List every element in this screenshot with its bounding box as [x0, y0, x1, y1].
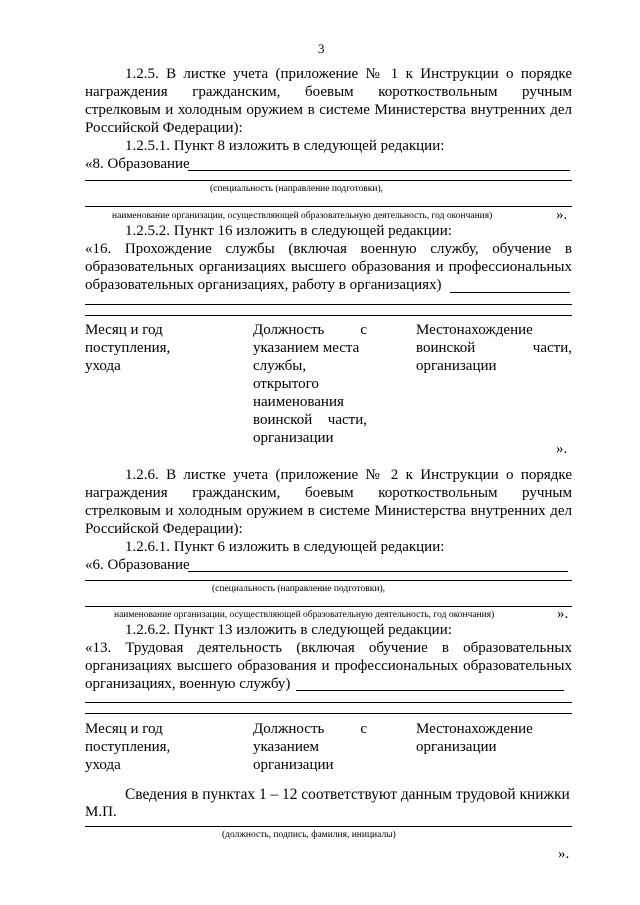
table-col3-line-3: организации — [416, 358, 497, 374]
table-col2-line-7: организации — [253, 430, 334, 446]
table-col2-line-6: воинской части, — [253, 412, 367, 428]
education-label-6: «6. Образование — [85, 557, 190, 573]
sec125-para-line-4: Российской Федерации): — [85, 120, 243, 136]
table-col2-line-4: открытого — [253, 376, 319, 392]
table-col3-line-1: Местонахождение — [416, 322, 533, 338]
item-1252-heading: 1.2.5.2. Пункт 16 изложить в следующей редакции: — [125, 223, 452, 239]
sec126-para-line-3: стрелковым и холодным оружием в системе Министерства внутренних дел — [85, 503, 572, 519]
table-col1-line-3: ухода — [85, 358, 121, 374]
specialty-line — [85, 180, 572, 181]
work-table-col3-line-1: Местонахождение — [416, 721, 533, 737]
service-line-2: образовательных организациях высшего образования и профессиональных — [85, 259, 572, 275]
organization-caption-2: наименование организации, осуществляющей образовательную деятельность, год окончания) — [114, 610, 495, 620]
table-col1-line-2: поступления, — [85, 340, 171, 356]
service-blank-line-1 — [85, 304, 572, 305]
service-fill-line — [450, 292, 570, 293]
specialty-caption: (специальность (направление подготовки), — [210, 184, 384, 194]
close-quote-2: ». — [557, 606, 569, 622]
table-col2-line-2: указанием места — [253, 340, 360, 356]
work-table-col2-line-2: указанием — [253, 739, 320, 755]
work-blank-line-2 — [85, 713, 572, 714]
work-table-col2-line-3: организации — [253, 757, 334, 773]
organization-line-2 — [85, 606, 572, 607]
close-quote: ». — [556, 207, 568, 223]
signature-line — [85, 826, 572, 827]
work-table-col2-line-1: Должность с — [253, 721, 367, 737]
service-line-3: образовательных организациях, работу в организациях) — [85, 277, 442, 293]
education-label-8: «8. Образование — [85, 156, 190, 172]
work-line-1: «13. Трудовая деятельность (включая обучение в образовательных — [85, 640, 572, 656]
work-table-col1-line-1: Месяц и год — [85, 721, 163, 737]
organization-caption: наименование организации, осуществляющей образовательную деятельность, год окончания) — [112, 211, 493, 221]
item-1251-heading: 1.2.5.1. Пункт 8 изложить в следующей редакции: — [125, 138, 445, 154]
work-table-col1-line-3: ухода — [85, 757, 121, 773]
work-line-3: организациях, военную службу) — [85, 676, 291, 692]
organization-line — [85, 206, 572, 207]
signature-caption: (должность, подпись, фамилия, инициалы) — [222, 830, 396, 840]
service-line-1: «16. Прохождение службы (включая военную службу, обучение в — [85, 241, 572, 257]
service-blank-line-2 — [85, 315, 572, 316]
item-1261-heading: 1.2.6.1. Пункт 6 изложить в следующей редакции: — [125, 539, 445, 555]
work-line-2: организациях высшего образования и профессиональных образовательных — [85, 658, 572, 674]
table-col2-line-3: службы, — [253, 358, 307, 374]
work-blank-line-1 — [85, 702, 572, 703]
sec126-para-line-2: награждения гражданским, боевым короткоствольным ручным — [85, 485, 572, 501]
sec126-para-line-1: 1.2.6. В листке учета (приложение № 2 к Инструкции о порядке — [125, 467, 572, 483]
sec125-para-line-3: стрелковым и холодным оружием в системе Министерства внутренних дел — [85, 102, 572, 118]
item-1262-heading: 1.2.6.2. Пункт 13 изложить в следующей редакции: — [125, 622, 452, 638]
specialty-caption-2: (специальность (направление подготовки), — [212, 584, 386, 594]
table-col1-line-1: Месяц и год — [85, 322, 163, 338]
page-number: 3 — [318, 41, 325, 56]
sec125-para-line-2: награждения гражданским, боевым короткоствольным ручным — [85, 84, 572, 100]
final-close-quote: ». — [558, 846, 570, 862]
info-line-1: Сведения в пунктах 1 – 12 соответствуют данным трудовой книжки — [125, 786, 570, 803]
table-col2-line-5: наименования — [253, 394, 344, 410]
sec125-para-line-1: 1.2.5. В листке учета (приложение № 1 к Инструкции о порядке — [125, 66, 572, 82]
table-col3-line-2: воинской части, — [416, 340, 572, 356]
info-line-2: М.П. — [85, 804, 117, 820]
sec126-para-line-4: Российской Федерации): — [85, 521, 243, 537]
work-fill-line — [296, 690, 564, 691]
education-fill-line-2 — [188, 571, 568, 572]
table-col2-line-1: Должность с — [253, 322, 367, 338]
work-table-col1-line-2: поступления, — [85, 739, 171, 755]
specialty-line-2 — [85, 580, 572, 581]
education-fill-line — [188, 170, 570, 171]
table-close-quote: ». — [556, 441, 568, 457]
work-table-col3-line-2: организации — [416, 739, 497, 755]
